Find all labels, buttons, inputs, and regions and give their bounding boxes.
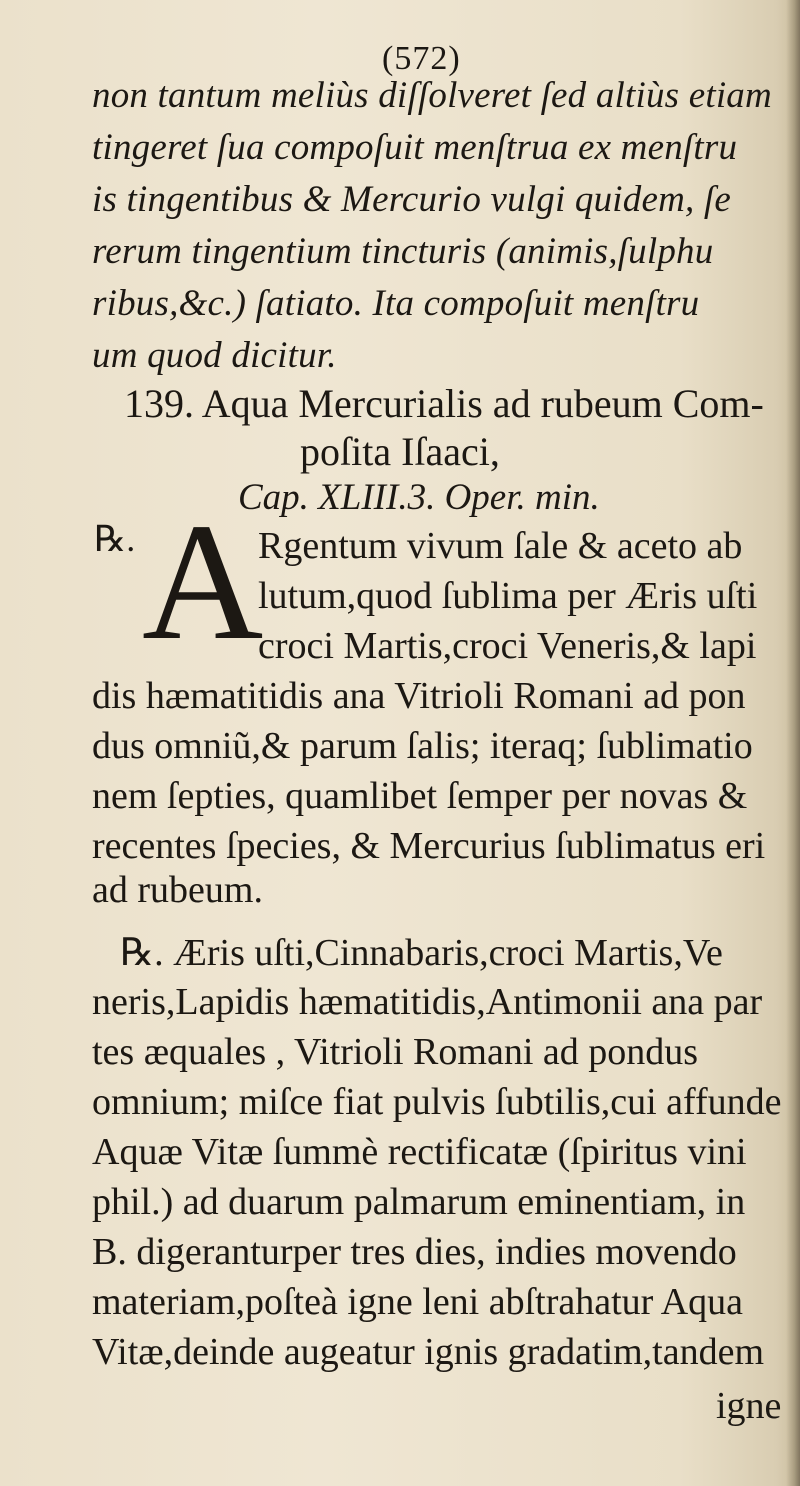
recipe1-line: dus omniũ,& parum ſalis; iteraq; ſublimatio bbox=[92, 725, 753, 767]
italic-line: is tingentibus & Mercurio vulgi quidem, ſe bbox=[92, 179, 732, 220]
recipe1-line: nem ſepties, quamlibet ſemper per novas & bbox=[92, 775, 748, 817]
recipe2-line: neris,Lapidis hæmatitidis,Antimonii ana par bbox=[92, 981, 763, 1023]
recipe1-dropcap-line: lutum,quod ſublima per Æris uſti bbox=[258, 575, 758, 617]
recipe2-line: materiam,poſteà igne leni abſtrahatur Aqua bbox=[92, 1281, 744, 1323]
section-heading-line1: 139. Aqua Mercurialis ad rubeum Com- bbox=[124, 381, 764, 426]
italic-line: rerum tingentium tincturis (animis,ſulphu bbox=[92, 231, 714, 272]
recipe2-line: phil.) ad duarum palmarum eminentiam, in bbox=[92, 1181, 746, 1223]
recipe1-line: recentes ſpecies, & Mercurius ſublimatus eri bbox=[92, 825, 766, 867]
page-number: (572) bbox=[382, 40, 461, 77]
recipe1-line: dis hæmatitidis ana Vitrioli Romani ad pon bbox=[92, 675, 746, 717]
recipe1-dropcap-line: croci Martis,croci Veneris,& lapi bbox=[258, 625, 757, 667]
section-heading-line2: poſita Iſaaci, bbox=[300, 429, 500, 474]
italic-line: um quod dicitur. bbox=[92, 335, 337, 376]
italic-line: tingeret ſua compoſuit menſtrua ex menſtru bbox=[92, 127, 738, 168]
recipe1-dropcap-line: Rgentum vivum ſale & aceto ab bbox=[258, 525, 743, 567]
recipe2-line: omnium; miſce fiat pulvis ſubtilis,cui affunde bbox=[92, 1081, 782, 1123]
recipe1-line: ad rubeum. bbox=[92, 869, 263, 911]
recipe-symbol: ℞. bbox=[94, 519, 136, 559]
page-gutter-shadow bbox=[786, 0, 800, 1486]
recipe2-line: tes æquales , Vitrioli Romani ad pondus bbox=[92, 1031, 699, 1073]
recipe2-line: B. digeranturper tres dies, indies movendo bbox=[92, 1231, 737, 1273]
recipe2-line: ℞. Æris uſti,Cinnabaris,croci Martis,Ve bbox=[120, 932, 723, 974]
italic-line: non tantum meliùs diſſolveret ſed altiùs etiam bbox=[92, 75, 772, 116]
recipe2-line: Aquæ Vitæ ſummè rectificatæ (ſpiritus vini bbox=[92, 1131, 747, 1173]
recipe2-line: Vitæ,deinde augeatur ignis gradatim,tandem bbox=[92, 1331, 765, 1373]
citation: Cap. XLIII.3. Oper. min. bbox=[238, 477, 600, 518]
italic-line: ribus,&c.) ſatiato. Ita compoſuit menſtru bbox=[92, 283, 700, 324]
catchword: igne bbox=[716, 1385, 782, 1427]
drop-cap: A bbox=[142, 489, 264, 675]
